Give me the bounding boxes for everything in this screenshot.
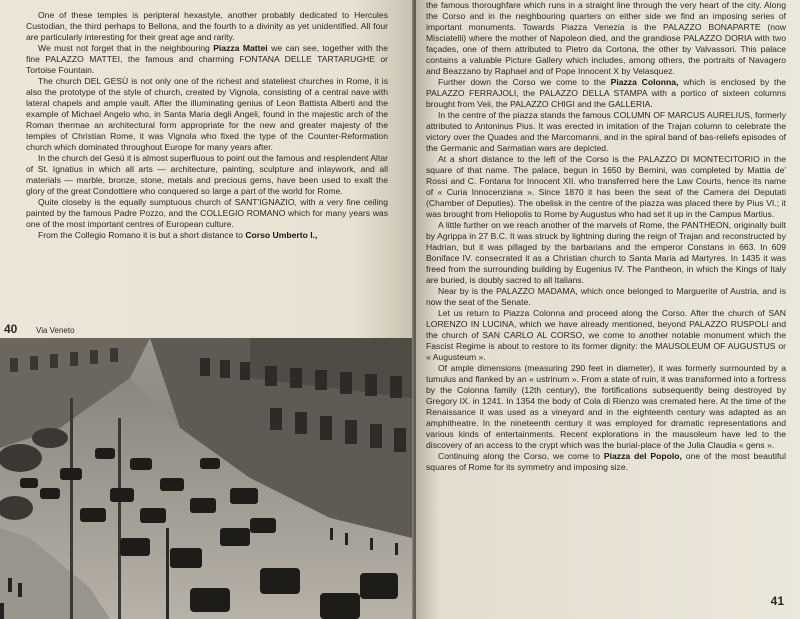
- page-number: 41: [770, 594, 784, 608]
- right-page-text: [426, 0, 786, 473]
- paragraph: Of ample dimensions (measuring 290 feet in diameter), it was formerly surmounted by a tumulus and flanked by an « ustrinum ». From a state of ruin, it was transformed into a fortress by the Colonna family (12th century), the fortifications subsequently being destroyed by Gregory IX. in 1241. In 1354 the body of Cola di Rienzo was cremated here. At the time of the Renaissance it was used as a vineyard and in the eighteenth century was adapted as an amphitheatre. In the nineteenth century it was employed for dramatic representations and various kinds of entertainments. Recent explorations in the mausoleum have led to the discovery of an access to the crypt which was the burial-place of the Julia Claudia « gens ».: [426, 363, 786, 450]
- paragraph: Quite closeby is the equally sumptuous church of SANT'IGNAZIO, with a very fine ceiling painted by the famous Padre Pozzo, and the COLLEGIO ROMANO which for many years was one of the most important centres of European culture.: [26, 197, 388, 229]
- paragraph: In the centre of the piazza stands the famous COLUMN OF MARCUS AURELIUS, formerly attributed to Antoninus Pius. It was erected in imitation of the Trajan column to celebrate the victory over the Quades and the Marcomanni, and in the spiral band of bas-reliefs episodes of the Germanic and Sarmatian wars are depicted.: [426, 110, 786, 153]
- paragraph: At a short distance to the left of the Corso is the PALAZZO DI MONTECITORIO in the square of that name. The palace, begun in 1650 by Bernini, was completed by Mattia de' Rossi and C. Fontana for Innocent XII. who transferred here the Law Courts, hence its name of « Curia Innocenziana ». Since 1870 it has been the seat of the Camera dei Deputati (Chamber of Deputies). The obelisk in the centre of the piazza was placed there by Pius VI.; it was brought from Heliopolis to Rome by Augustus who had set it up in the Campus Martius.: [426, 154, 786, 219]
- paragraph: Near by is the PALAZZO MADAMA, which once belonged to Marguerite of Austria, and is now the seat of the Senate.: [426, 286, 786, 307]
- page-number: 40: [4, 322, 18, 336]
- paragraph: A little further on we reach another of the marvels of Rome, the PANTHEON, originally built by Agrippa in 27 B.C. It was struck by lightning during the reign of Trajan and reconstructed by Hadrian, but it was pillaged by the barbarians and the emperor Constans in 663. In 609 Boniface IV. consecrated it as a Christian church to Santa Maria ad Martyres. In 1435 it was freed from the surrounding building by Eugenius IV. The Pantheon, in which the Kings of Italy are buried, is doubly sacred to all Italians.: [426, 220, 786, 285]
- paragraph: In the church del Gesù it is almost superfluous to point out the famous and resplendent Altar of St. Ignatius in which all arts — architecture, painting, sculpture and inlaywork, and all materials — marble, bronze, stone, metals and precious gems, have been used to exalt the glory of the great Condottiere who conquered so large a part of the world for Rome.: [26, 153, 388, 196]
- right-page: [416, 0, 800, 619]
- paragraph: Continuing along the Corso, we come to Piazza del Popolo, one of the most beautiful squares of Rome for its symmetry and imposing size.: [426, 451, 786, 472]
- left-page-text: [26, 10, 388, 241]
- paragraph: The church DEL GESÙ is not only one of the richest and stateliest churches in Rome, it is also the prototype of the style of church, created by Vignola, consisting of a central nave with lateral chapels and ample vault. After the illuminating genius of Leon Battista Alberti and the example of Michael Angelo who, in Santa Maria degli Angeli, found in the majestic arch of the Roman thermae an architectural form appropriate for the new and greater majesty of the temples of Christian Rome, it was Vignola who fixed the type of the Counter-Reformation church which dominated throughout Europe for many years after.: [26, 76, 388, 152]
- street-photo-illustration: [0, 338, 412, 619]
- street-photo: [0, 338, 412, 619]
- photo-caption: Via Veneto: [36, 326, 75, 335]
- paragraph: Let us return to Piazza Colonna and proceed along the Corso. After the church of SAN LORENZO IN LUCINA, which we have already mentioned, beyond PALAZZO RUSPOLI and the church of SAN CARLO AL CORSO, we come to another notable monument which the Fascist Regime is about to restore to its former dignity: the MAUSOLEUM OF AUGUSTUS or « Augusteum ».: [426, 308, 786, 362]
- paragraph: the famous thoroughfare which runs in a straight line through the very heart of the city. Along the Corso and in the neighbouring quarters on either side we find an imposing series of important monuments. Towards Piazza Venezia is the PALAZZO BONAPARTE (now Misciatelli) where the mother of Napoleon died, and the grandiose PALAZZO DORIA with two façades, one of them attributed to Pietro da Cortona, the other by Valvassori. This palace contains a valuable Picture Gallery which includes, among others, the portraits of Navagero and Beazzano by Raphael and of Pope Innocent X by Velasquez.: [426, 0, 786, 76]
- paragraph: Further down the Corso we come to the Piazza Colonna, which is enclosed by the PALAZZO FERRAJOLI, the PALAZZO DELLA STAMPA with a portico of sixteen columns brought from Veii, the PALAZZO CHIGI and the GALLERIA.: [426, 77, 786, 109]
- paragraph: From the Collegio Romano it is but a short distance to Corso Umberto I.,: [38, 230, 318, 240]
- paragraph: One of these temples is peripteral hexastyle, another probably dedicated to Hercules Custodian, the third perhaps to Bellona, and the fourth to a divinity as yet unidentified. All four are particularly interesting for their great age and rarity.: [26, 10, 388, 42]
- paragraph: We must not forget that in the neighbouring Piazza Mattei we can see, together with the fine PALAZZO MATTEI, the famous and charming FONTANA DELLE TARTARUGHE or Tortoise Fountain.: [26, 43, 388, 75]
